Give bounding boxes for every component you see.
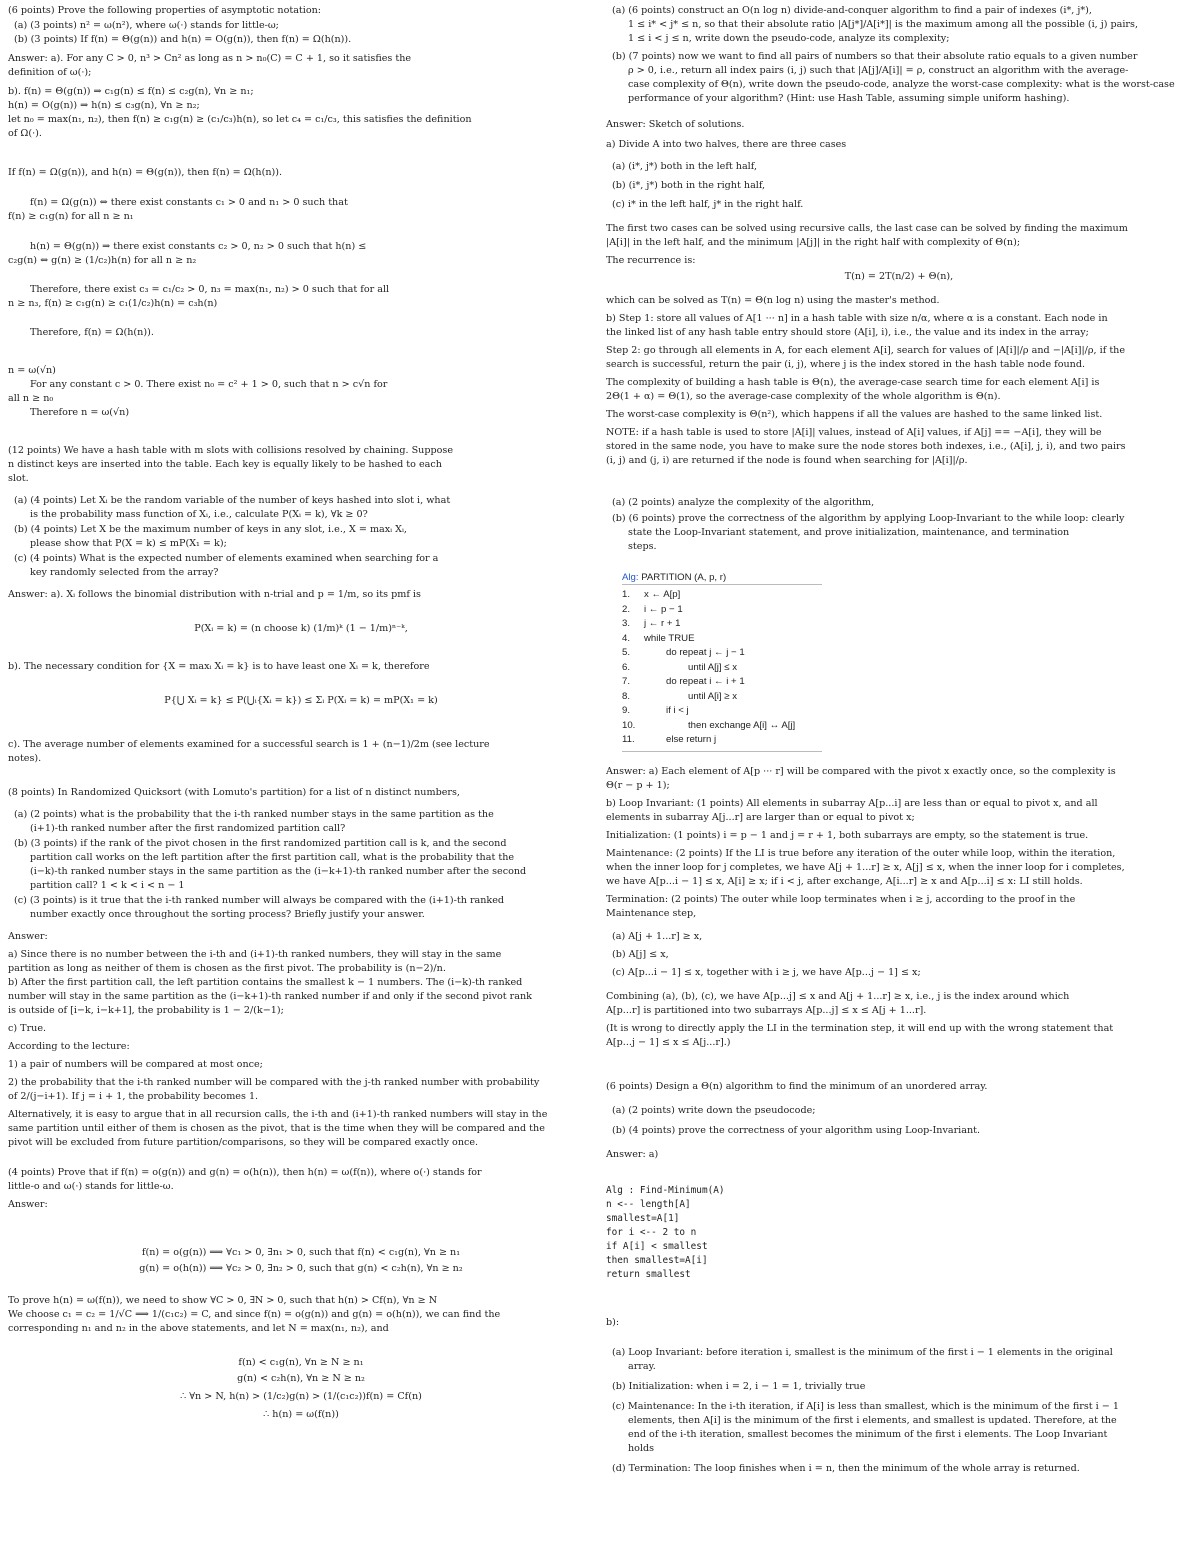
right-text-line: b) Loop Invariant: (1 points) All elements in subarray A[p...i] are less than or equal to pivot x, and all	[606, 798, 1098, 809]
right-text-line: |A[i]| in the left half, and the minimum |A[j]| in the right half with complexity of Θ(n);	[606, 237, 1021, 248]
right-text-line: (b) Initialization: when i = 2, i − 1 = 1, trivially true	[612, 1381, 866, 1392]
left-text-line: (4 points) Prove that if f(n) = o(g(n)) and g(n) = o(h(n)), then h(n) = ω(f(n)), where o(·) stands for	[8, 1167, 482, 1178]
right-text-line: (a) (2 points) write down the pseudocode;	[612, 1105, 816, 1116]
left-text-line: (c) (4 points) What is the expected number of elements examined when searching for a	[14, 553, 439, 564]
right-text-line: for i <-- 2 to n	[606, 1227, 697, 1238]
left-text-line: 1) a pair of numbers will be compared at most once;	[8, 1059, 263, 1070]
left-text-line: (a) (3 points) n² = ω(n²), where ω(·) stands for little-ω;	[14, 20, 279, 31]
right-text-line: holds	[628, 1443, 655, 1454]
line-code: x ← A[p]	[644, 589, 681, 600]
left-text-line: g(n) < c₂h(n), ∀n ≥ N ≥ n₂	[237, 1373, 365, 1384]
algorithm-line	[622, 691, 737, 702]
right-text-line: end of the i-th iteration, smallest becomes the minimum of the first i elements. The Loop Invariant	[628, 1429, 1108, 1440]
left-text-line: is the probability mass function of Xᵢ, i.e., calculate P(Xᵢ = k), ∀k ≥ 0?	[30, 509, 368, 520]
left-text-line: (i−k)-th ranked number stays in the same partition as the (i−k+1)-th ranked number after the second	[30, 866, 527, 877]
right-text-line: NOTE: if a hash table is used to store |A[i]| values, instead of A[i] values, if A[j] == −A[i], they will be	[606, 427, 1102, 438]
right-text-line: return smallest	[606, 1269, 691, 1280]
right-text-line: which can be solved as T(n) = Θ(n log n) using the master's method.	[606, 295, 940, 306]
algorithm-line	[622, 647, 745, 658]
right-text-line: Initialization: (1 points) i = p − 1 and j = r + 1, both subarrays are empty, so the statement is true.	[606, 830, 1089, 841]
right-text-line: (It is wrong to directly apply the LI in the termination step, it will end up with the wrong statement that	[606, 1023, 1114, 1034]
right-text-line: n <-- length[A]	[606, 1199, 691, 1210]
left-text-line: (i+1)-th ranked number after the first randomized partition call?	[30, 823, 346, 834]
left-text-line: a) Since there is no number between the i-th and (i+1)-th ranked numbers, they will stay in the same	[8, 949, 502, 960]
right-text-line: steps.	[628, 541, 657, 552]
left-text-line: Alternatively, it is easy to argue that in all recursion calls, the i-th and (i+1)-th ranked numbers will stay in the	[8, 1109, 548, 1120]
left-text-line: Answer: a). For any C > 0, n³ > Cn² as long as n > n₀(C) = C + 1, so it satisfies the	[8, 53, 412, 64]
right-text-line: we have A[p...i − 1] ≤ x, A[i] ≥ x; if i < j, after exchange, A[i...r] ≥ x and A[p...i] ≤ x: LI still holds.	[606, 876, 1083, 887]
left-text-line: To prove h(n) = ω(f(n)), we need to show ∀C > 0, ∃N > 0, such that h(n) > Cf(n), ∀n ≥ N	[8, 1295, 438, 1306]
left-text-line: f(n) = o(g(n)) ⟹ ∀c₁ > 0, ∃n₁ > 0, such that f(n) < c₁g(n), ∀n ≥ n₁	[141, 1247, 461, 1258]
line-code: then exchange A[i] ↔ A[j]	[688, 719, 796, 731]
left-text-line: corresponding n₁ and n₂ in the above statements, and let N = max(n₁, n₂), and	[8, 1323, 389, 1334]
left-text-line: b) After the first partition call, the left partition contains the smallest k − 1 numbers. The (i−k)-th ranked	[8, 977, 523, 988]
left-text-line: of Ω(·).	[8, 128, 42, 139]
left-text-line: For any constant c > 0. There exist n₀ = c² + 1 > 0, such that n > c√n for	[30, 379, 388, 390]
left-text-line: pivot will be excluded from future partition/comparisons, so they will be compared exactly once.	[8, 1137, 479, 1148]
left-text-line: Therefore, there exist c₃ = c₁/c₂ > 0, n₃ = max(n₁, n₂) > 0 such that for all	[30, 284, 390, 295]
right-text-line: (b) A[j] ≤ x,	[612, 949, 669, 960]
left-text-line: please show that P(X = k) ≤ mP(X₁ = k);	[30, 538, 227, 549]
right-text-line: The recurrence is:	[606, 255, 696, 266]
left-text-line: (c) (3 points) is it true that the i-th ranked number will always be compared with the (i+1)-th ranked	[14, 895, 505, 906]
right-text-line: a) Divide A into two halves, there are three cases	[606, 139, 847, 150]
line-code: until A[j] ≤ x	[688, 661, 737, 673]
left-text-line: little-o and ω(·) stands for little-ω.	[8, 1181, 174, 1192]
right-text-line: (c) i* in the left half, j* in the right half.	[612, 199, 804, 210]
right-text-line: 1 ≤ i < j ≤ n, write down the pseudo-code, analyze its complexity;	[628, 33, 950, 44]
line-number: 3.	[622, 618, 631, 629]
algorithm-line	[622, 589, 680, 600]
right-text-line: (a) (6 points) construct an O(n log n) divide-and-conquer algorithm to find a pair of indexes (i*, j*),	[612, 5, 1092, 16]
left-text-line: ∴ ∀n > N, h(n) > (1/c₂)g(n) > (1/(c₁c₂))f(n) = Cf(n)	[180, 1391, 422, 1402]
left-text-line: b). The necessary condition for {X = maxᵢ Xᵢ = k} is to have least one Xᵢ = k, therefore	[8, 661, 430, 672]
left-text-line: slot.	[8, 473, 29, 484]
right-text-line: Maintenance step,	[606, 908, 697, 919]
right-text-line: 2Θ(1 + α) = Θ(1), so the average-case complexity of the whole algorithm is Θ(n).	[606, 391, 1001, 402]
algorithm-line	[622, 720, 795, 731]
line-number: 10.	[622, 719, 636, 731]
left-text-line: h(n) = O(g(n)) ⇒ h(n) ≤ c₃g(n), ∀n ≥ n₂;	[8, 100, 200, 111]
line-number: 1.	[622, 589, 631, 600]
right-text-line: if A[i] < smallest	[606, 1241, 708, 1252]
left-text-line: partition as long as neither of them is chosen as the first pivot. The probability is (n−2)/n.	[8, 963, 446, 974]
right-text-line: Answer: a)	[606, 1149, 659, 1160]
left-text-line: ∴ h(n) = ω(f(n))	[263, 1409, 339, 1420]
left-text-line: same partition until either of them is chosen as the pivot, that is the time when they will be compared and the	[8, 1123, 545, 1134]
left-text-line: (8 points) In Randomized Quicksort (with Lomuto's partition) for a list of n distinct numbers,	[8, 787, 460, 798]
left-text-line: let n₀ = max(n₁, n₂), then f(n) ≥ c₁g(n) ≥ (c₁/c₃)h(n), so let c₄ = c₁/c₃, this satisfies the definition	[8, 114, 472, 125]
line-number: 5.	[622, 647, 631, 658]
left-text-line: f(n) = Ω(g(n)) ⇔ there exist constants c₁ > 0 and n₁ > 0 such that	[30, 197, 348, 208]
right-text-line: (c) Maintenance: In the i-th iteration, if A[i] is less than smallest, which is the minimum of the first i − 1	[612, 1401, 1119, 1412]
right-text-line: (a) Loop Invariant: before iteration i, smallest is the minimum of the first i − 1 elements in the original	[612, 1347, 1113, 1358]
left-text-line: key randomly selected from the array?	[30, 567, 219, 578]
left-text-line: notes).	[8, 753, 42, 764]
line-number: 9.	[622, 705, 631, 716]
algorithm-line	[622, 633, 694, 644]
line-code: do repeat j ← j − 1	[666, 647, 745, 658]
right-text-line: then smallest=A[i]	[606, 1255, 708, 1266]
algorithm-line	[622, 734, 716, 745]
left-text-line: (b) (3 points) if the rank of the pivot chosen in the first randomized partition call is k, and the second	[14, 838, 507, 849]
right-text-line: 1 ≤ i* < j* ≤ n, so that their absolute ratio |A[j*]/A[i*]| is the maximum among all the possible (i, j) pairs,	[628, 19, 1138, 30]
line-number: 11.	[622, 734, 635, 745]
right-text-line: Answer: a) Each element of A[p ··· r] will be compared with the pivot x exactly once, so the complexity is	[606, 766, 1116, 777]
line-code: i ← p − 1	[644, 603, 683, 615]
left-text-line: is outside of [i−k, i−k+1], the probability is 1 − 2/(k−1);	[8, 1005, 284, 1016]
left-text-line: all n ≥ n₀	[8, 393, 54, 404]
algorithm-line	[622, 705, 689, 716]
right-text-line: Θ(r − p + 1);	[606, 780, 670, 791]
right-text-line: (b) (4 points) prove the correctness of your algorithm using Loop-Invariant.	[612, 1125, 981, 1136]
algorithm-line	[622, 662, 737, 673]
left-text-line: of 2/(j−i+1). If j = i + 1, the probability becomes 1.	[8, 1091, 259, 1102]
right-text-line: Termination: (2 points) The outer while loop terminates when i ≥ j, according to the proof in the	[606, 894, 1076, 905]
left-text-line: number exactly once throughout the sorting process? Briefly justify your answer.	[30, 909, 425, 920]
right-text-line: (i, j) and (j, i) are returned if the node is found when searching for |A[i]|/ρ.	[606, 455, 968, 466]
left-text-line: (b) (4 points) Let X be the maximum number of keys in any slot, i.e., X = maxᵢ Xᵢ,	[14, 524, 407, 535]
left-text-line: partition call works on the left partition after the first partition call, what is the probability that the	[30, 852, 515, 863]
right-text-line: (6 points) Design a Θ(n) algorithm to find the minimum of an unordered array.	[606, 1081, 988, 1092]
left-text-line: Answer:	[8, 1199, 48, 1210]
right-text-line: Combining (a), (b), (c), we have A[p...j] ≤ x and A[j + 1...r] ≥ x, i.e., j is the index around which	[606, 991, 1070, 1002]
right-text-line: elements in subarray A[j...r] are larger than or equal to pivot x;	[606, 812, 915, 823]
left-text-line: P(Xᵢ = k) = (n choose k) (1/m)ᵏ (1 − 1/m)ⁿ⁻ᵏ,	[194, 623, 408, 634]
algorithm-bottom-rule	[622, 751, 822, 752]
line-code: if i < j	[666, 705, 689, 716]
left-text-line: (a) (4 points) Let Xᵢ be the random variable of the number of keys hashed into slot i, what	[14, 495, 451, 506]
left-text-line: f(n) ≥ c₁g(n) for all n ≥ n₁	[8, 211, 134, 222]
left-text-line: b). f(n) = Θ(g(n)) ⇒ c₁g(n) ≤ f(n) ≤ c₂g(n), ∀n ≥ n₁;	[8, 86, 254, 97]
algorithm-label: Alg:	[622, 572, 639, 583]
right-text-line: (c) A[p...i − 1] ≤ x, together with i ≥ j, we have A[p...j − 1] ≤ x;	[612, 967, 921, 978]
right-text-line: The complexity of building a hash table is Θ(n), the average-case search time for each element A[i] is	[606, 377, 1100, 388]
right-text-line: search is successful, return the pair (i, j), where j is the index stored in the hash table node found.	[606, 359, 1086, 370]
right-text-line: Step 2: go through all elements in A, for each element A[i], search for values of |A[i]|/ρ and −|A[i]|/ρ, if the	[606, 345, 1126, 356]
left-text-line: (6 points) Prove the following properties of asymptotic notation:	[8, 5, 322, 16]
left-text-line: g(n) = o(h(n)) ⟹ ∀c₂ > 0, ∃n₂ > 0, such that g(n) < c₂h(n), ∀n ≥ n₂	[139, 1263, 463, 1274]
right-text-line: (d) Termination: The loop finishes when i = n, then the minimum of the whole array is returned.	[612, 1463, 1080, 1474]
right-text-line: ρ > 0, i.e., return all index pairs (i, j) such that |A[j]/A[i]| = ρ, construct an algorithm with the average-	[628, 65, 1129, 76]
right-text-line: when the inner loop for j completes, we have A[j + 1...r] ≥ x, A[j] ≤ x, when the inner loop for i completes,	[606, 862, 1125, 873]
algorithm-line	[622, 618, 681, 629]
right-text-line: smallest=A[1]	[606, 1213, 680, 1224]
left-text-line: partition call? 1 < k < i < n − 1	[30, 880, 185, 891]
left-text-line: n distinct keys are inserted into the table. Each key is equally likely to be hashed to each	[8, 459, 442, 470]
line-number: 6.	[622, 661, 631, 673]
right-text-line: (a) A[j + 1...r] ≥ x,	[612, 931, 703, 942]
line-code: until A[i] ≥ x	[688, 690, 737, 702]
left-text-line: c₂g(n) ⇔ g(n) ≥ (1/c₂)h(n) for all n ≥ n₂	[8, 255, 197, 266]
left-text-line: (b) (3 points) If f(n) = Θ(g(n)) and h(n) = O(g(n)), then f(n) = Ω(h(n)).	[14, 34, 352, 45]
right-text-line: The first two cases can be solved using recursive calls, the last case can be solved by finding the maximum	[606, 223, 1128, 234]
left-text-line: number will stay in the same partition as the (i−k+1)-th ranked number if and only if the second pivot rank	[8, 991, 532, 1002]
left-text-line: According to the lecture:	[8, 1041, 130, 1052]
right-text-line: elements, then A[i] is the minimum of the first i elements, and smallest is updated. Therefore, at the	[628, 1415, 1117, 1426]
line-code: else return j	[666, 734, 717, 745]
left-text-line: (12 points) We have a hash table with m slots with collisions resolved by chaining. Suppose	[8, 445, 454, 456]
right-text-line: Alg : Find-Minimum(A)	[606, 1185, 725, 1196]
right-text-line: (a) (i*, j*) both in the left half,	[612, 161, 758, 172]
line-number: 2.	[622, 603, 631, 615]
left-text-line: c) True.	[8, 1023, 47, 1034]
right-text-line: (a) (2 points) analyze the complexity of the algorithm,	[612, 497, 875, 508]
left-text-line: Therefore, f(n) = Ω(h(n)).	[30, 327, 154, 338]
algorithm-name: PARTITION (A, p, r)	[641, 572, 727, 583]
line-code: j ← r + 1	[644, 618, 681, 629]
line-number: 4.	[622, 632, 631, 644]
left-text-line: f(n) < c₁g(n), ∀n ≥ N ≥ n₁	[238, 1357, 364, 1368]
right-text-line: b):	[606, 1317, 620, 1328]
right-text-line: case complexity of Θ(n), write down the pseudo-code, analyze the worst-case complexity: what is the worst-case	[628, 79, 1175, 90]
left-text-line: n ≥ n₃, f(n) ≥ c₁g(n) ≥ c₁(1/c₂)h(n) = c₃h(n)	[8, 298, 218, 309]
left-text-line: If f(n) = Ω(g(n)), and h(n) = Θ(g(n)), then f(n) = Ω(h(n)).	[8, 167, 283, 178]
line-code: while TRUE	[644, 632, 695, 644]
left-text-line: n = ω(√n)	[8, 365, 56, 376]
right-text-line: (b) (i*, j*) both in the right half,	[612, 180, 766, 191]
right-text-line: state the Loop-Invariant statement, and prove initialization, maintenance, and termination	[628, 527, 1070, 538]
right-text-line: the linked list of any hash table entry should store (A[i], i), i.e., the value and its index in the array;	[606, 327, 1089, 338]
left-text-line: We choose c₁ = c₂ = 1/√C ⟹ 1/(c₁c₂) = C, and since f(n) = o(g(n)) and g(n) = o(h(n)), we can find the	[8, 1309, 501, 1320]
left-text-line: (a) (2 points) what is the probability that the i-th ranked number stays in the same partition as the	[14, 809, 494, 820]
right-text-line: Answer: Sketch of solutions.	[606, 119, 745, 130]
right-text-line: The worst-case complexity is Θ(n²), which happens if all the values are hashed to the same linked list.	[606, 409, 1103, 420]
right-text-line: A[p...j − 1] ≤ x ≤ A[j...r].)	[606, 1037, 731, 1048]
right-text-line: (b) (6 points) prove the correctness of the algorithm by applying Loop-Invariant to the while loop: clearly	[612, 513, 1125, 524]
right-text-line: performance of your algorithm? (Hint: use Hash Table, assuming simple uniform hashing).	[628, 93, 1070, 104]
algorithm-line	[622, 604, 683, 615]
algorithm-line	[622, 676, 745, 687]
right-text-line: stored in the same node, you have to make sure the node stores both indexes, i.e., (A[i], j, i), and two pairs	[606, 441, 1126, 452]
right-text-line: array.	[628, 1361, 656, 1372]
left-text-line: c). The average number of elements examined for a successful search is 1 + (n−1)/2m (see lecture	[8, 739, 490, 750]
left-text-line: Answer: a). Xᵢ follows the binomial distribution with n-trial and p = 1/m, so its pmf is	[8, 589, 421, 600]
left-text-line: 2) the probability that the i-th ranked number will be compared with the j-th ranked number with probability	[8, 1077, 540, 1088]
line-code: do repeat i ← i + 1	[666, 676, 745, 687]
algorithm-title	[622, 572, 822, 585]
left-text-line: P{⋃ Xᵢ = k} ≤ P(⋃ᵢ{Xᵢ = k}) ≤ Σᵢ P(Xᵢ = k) = mP(X₁ = k)	[164, 695, 438, 706]
right-text-line: A[p...r] is partitioned into two subarrays A[p...j] ≤ x ≤ A[j + 1...r].	[606, 1005, 927, 1016]
line-number: 7.	[622, 676, 631, 687]
right-text-line: (b) (7 points) now we want to find all pairs of numbers so that their absolute ratio equals to a given number	[612, 51, 1138, 62]
left-text-line: h(n) = Θ(g(n)) ⇒ there exist constants c₂ > 0, n₂ > 0 such that h(n) ≤	[30, 241, 367, 252]
left-text-line: definition of ω(·);	[8, 67, 92, 78]
line-number: 8.	[622, 690, 631, 702]
right-text-line: T(n) = 2T(n/2) + Θ(n),	[844, 271, 954, 282]
left-text-line: Answer:	[8, 931, 48, 942]
right-text-line: b) Step 1: store all values of A[1 ··· n] in a hash table with size n/α, where α is a constant. Each node in	[606, 313, 1108, 324]
right-text-line: Maintenance: (2 points) If the LI is true before any iteration of the outer while loop, within the iteration,	[606, 848, 1116, 859]
partition-algorithm-box	[622, 572, 842, 754]
left-text-line: Therefore n = ω(√n)	[30, 407, 130, 418]
